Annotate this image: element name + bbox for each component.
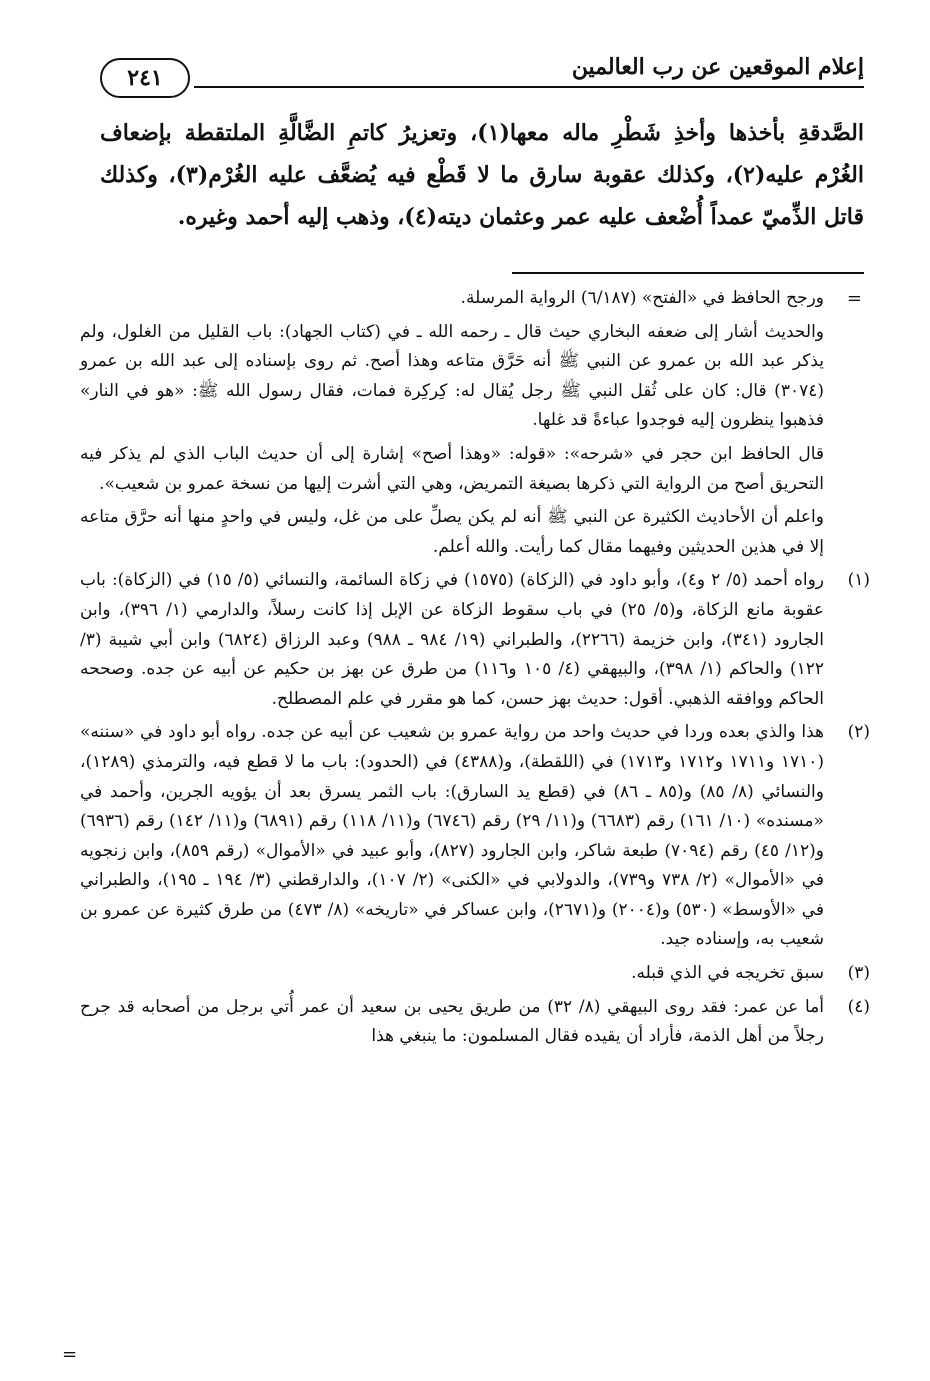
footnote-continuation — [80, 318, 870, 436]
footnote-number: (١) — [847, 570, 870, 591]
footnote-text: أما عن عمر: فقد روى البيهقي (٨/ ٣٢) من طريق يحيى بن سعيد أن عمر أُتي برجل من أصحابه قد جرح رجلاً من أهل الذمة، فأراد أن يقيده فقال المسلمون: ما ينبغي هذا — [80, 996, 824, 1047]
continuation-text: واعلم أن الأحاديث الكثيرة عن النبي ﷺ أنه لم يكن يصلِّ على من غل، وليس في واحدٍ منها أنه حرَّق متاعه إلا في هذين الحديثين وفيهما مقال كما رأيت. والله أعلم. — [80, 507, 824, 557]
footnote-2 — [80, 718, 870, 955]
book-title: إعلام الموقعين عن رب العالمين — [571, 54, 864, 80]
continuation-text: ورجح الحافظ في «الفتح» (٦/١٨٧) الرواية المرسلة. — [460, 288, 824, 308]
footnote-continuation — [80, 440, 870, 499]
footnote-number: (٣) — [847, 963, 870, 984]
continuation-text: والحديث أشار إلى ضعفه البخاري حيث قال ـ رحمه الله ـ في (كتاب الجهاد): باب القليل من الغلول، ولم يذكر عبد الله بن عمرو عن النبي ﷺ أنه حَرَّق متاعه وهذا أصح. ثم روى بإسناده إلى عبد الله بن عمرو (٣٠٧٤) قال: كان على ثُقل النبي ﷺ رجل يُقال له: كِركِرة فمات، فقال رسول الله ﷺ: «هو في النار» فذهبوا ينظرون إليه فوجدوا عباءةً قد غلها. — [80, 321, 824, 431]
continuation-mark: = — [846, 288, 862, 309]
footnote-separator — [512, 272, 864, 274]
footnote-continuation — [80, 284, 870, 314]
page-header — [100, 48, 864, 98]
footnote-number: (٤) — [847, 996, 870, 1017]
footnote-4 — [80, 993, 870, 1052]
continuation-text: قال الحافظ ابن حجر في «شرحه»: «قوله: «وهذا أصح» إشارة إلى أن حديث الباب الذي لم يذكر فيه التحريق أصح من الرواية التي ذكرها بصيغة التمريض، وهي التي أشرت إليها من نسخة عمرو بن شعيب». — [80, 443, 824, 494]
footnotes — [80, 284, 870, 1056]
footnote-3 — [80, 959, 870, 989]
footnote-1 — [80, 566, 870, 714]
footnote-continuation — [80, 503, 870, 562]
footnote-text: سبق تخريجه في الذي قبله. — [631, 963, 824, 984]
header-rule — [194, 86, 864, 88]
continuation-end-mark: = — [62, 1344, 78, 1365]
main-paragraph: الصَّدقةِ بأخذها وأخذِ شَطْرِ ماله معها(١)، وتعزيرُ كاتمِ الضَّالَّةِ الملتقطة بإضعاف الغُرْم عليه(٢)، وكذلك عقوبة سارق ما لا قَطْع فيه يُضعَّف عليه الغُرْم(٣)، وكذلك قاتل الذِّميّ عمداً أُضْعف عليه عمر وعثمان ديته(٤)، وذهب إليه أحمد وغيره. — [100, 120, 864, 230]
page-number: ٢٤١ — [100, 58, 190, 98]
footnote-text: هذا والذي بعده وردا في حديث واحد من رواية عمرو بن شعيب عن أبيه عن جده. رواه أبو داود في «سننه» (١٧١٠ و١٧١١ و١٧١٢ و١٧١٣) في (اللقطة)، و(٤٣٨٨) في (الحدود): باب ما لا قطع فيه، والترمذي (١٢٨٩)، والنسائي (٨/ ٨٥) و(٨٥ ـ ٨٦) في (قطع يد السارق): باب الثمر يسرق بعد أن يؤويه الجرين، وأحمد في «مسنده» (١٠/ ١٦١) رقم (٦٦٨٣) و(١١/ ٢٩) رقم (٦٧٤٦) و(١١/ ١١٨) رقم (٦٨٩١) و(١١/ ١٤٢) رقم (٦٩٣٦) و(١٢/ ٤٥) رقم (٧٠٩٤) طبعة شاكر، وابن الجارود (٨٢٧)، وأبو عبيد في «الأموال» (رقم ٨٥٩)، وابن زنجويه في «الأموال» (٢/ ٧٣٨ و٧٣٩)، والدولابي في «الكنى» (٢/ ١٠٧)، والدارقطني (٣/ ١٩٤ ـ ١٩٥)، والطبراني في «الأوسط» (٥٣٠) و(٢٠٠٤) و(٢٦٧١)، وابن عساكر في «تاريخه» (٨/ ٤٧٣) من طرق كثيرة عن عمرو بن شعيب به، وإسناده جيد. — [80, 722, 825, 950]
footnote-text: رواه أحمد (٥/ ٢ و٤)، وأبو داود في (الزكاة) (١٥٧٥) في زكاة السائمة، والنسائي (٥/ ١٥) في (الزكاة): باب عقوبة مانع الزكاة، و(٥/ ٢٥) في باب سقوط الزكاة عن الإبل إذا كانت رسلاً، والدارمي (١/ ٣٩٦)، وابن الجارود (٣٤١)، وابن خزيمة (٢٢٦٦)، والطبراني (١٩/ ٩٨٤ ـ ٩٨٨) وعبد الرزاق (٦٨٢٤) وابن أبي شيبة (٣/ ١٢٢) والحاكم (١/ ٣٩٨)، والبيهقي (٤/ ١٠٥ و١١٦) من طرق عن بهز بن حكيم عن أبيه عن جده. وصححه الحاكم ووافقه الذهبي. أقول: حديث بهز حسن، كما هو مقرر في علم المصطلح. — [80, 570, 824, 709]
main-text — [100, 112, 864, 238]
footnote-number: (٢) — [847, 722, 870, 743]
